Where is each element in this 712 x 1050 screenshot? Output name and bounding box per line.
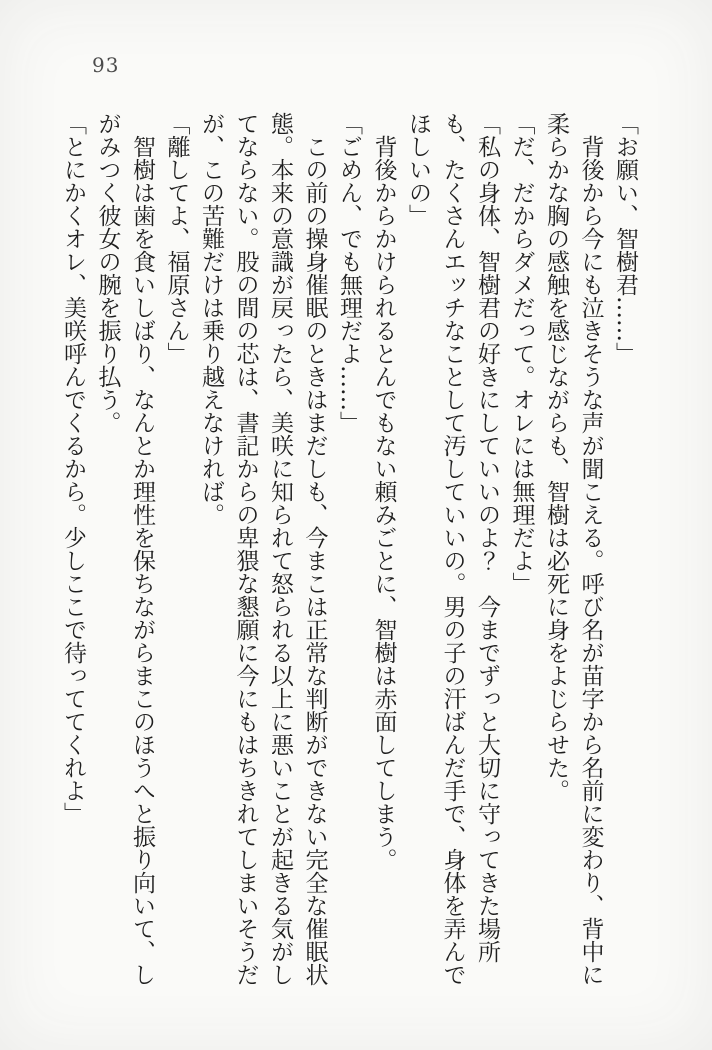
paragraph-dialogue: 「離してよ、福原さん」 bbox=[163, 112, 190, 365]
paragraph-narration: この前の操身催眠のときはまだしも、今まこは正常な判断ができない完全な催眠状態。本来の意識が戻ったら、美咲に知られて怒られる以上に悪いことが起きる気がしてならない。股の間の芯は、書記からの卑猥な懇願に今にもはちきれてしまいそうだが、この苦難だけは乗り越えなければ。 bbox=[198, 112, 328, 986]
paragraph-dialogue: 「お願い、智樹君……」 bbox=[612, 112, 638, 365]
paragraph-dialogue: 「ごめん、でも無理だよ……」 bbox=[336, 112, 362, 434]
paragraph-narration: 背後から今にも泣きそうな声が聞こえる。呼び名が苗字から名前に変わり、背中に柔らかな胸の感触を感じながらも、智樹は必死に身をよじらせた。 bbox=[543, 112, 604, 986]
page-number: 93 bbox=[92, 53, 120, 77]
paragraph-dialogue: 「だ、だからダメだって。オレには無理だよ」 bbox=[508, 112, 535, 595]
paragraph-dialogue: 「とにかくオレ、美咲呼んでくるから。少しここで待っててくれよ」 bbox=[60, 112, 86, 825]
paragraph-dialogue: 「私の身体、智樹君の好きにしていいのよ？ 今までずっと大切に守ってきた場所も、たくさんエッチなことして汚していいの。男の子の汗ばんだ手で、身体を弄んでほしいの」 bbox=[405, 112, 500, 986]
vertical-text-block bbox=[56, 112, 643, 988]
paragraph-narration: 背後からかけられるとんでもない頼みごとに、智樹は赤面してしまう。 bbox=[370, 135, 397, 871]
paragraph-narration: 智樹は歯を食いしばり、なんとか理性を保ちながらまこのほうへと振り向いて、しがみつく彼女の腕を振り払う。 bbox=[94, 112, 155, 986]
